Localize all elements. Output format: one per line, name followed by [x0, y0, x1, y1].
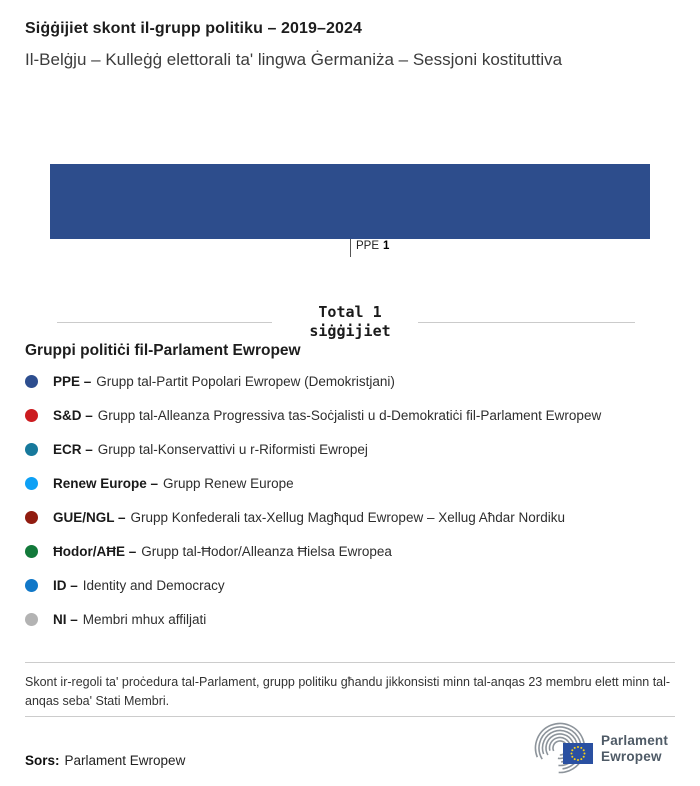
legend-name: ECR – — [53, 442, 93, 457]
legend-item-id — [25, 577, 225, 594]
legend-item-greens — [25, 543, 392, 560]
page-title: Siġġijiet skont il-grupp politiku – 2019–2024 — [25, 20, 363, 37]
guengl-color-dot — [25, 511, 38, 524]
hemicycle-eu-flag-icon — [528, 722, 598, 774]
sd-color-dot — [25, 409, 38, 422]
bar-label-name: PPE — [356, 240, 380, 252]
bar-tick — [350, 239, 351, 257]
total-divider-left — [57, 322, 272, 323]
legend-item-sd — [25, 407, 601, 424]
bar-label-ppe — [356, 240, 389, 252]
logo-line2: Ewropew — [601, 749, 662, 764]
legend-heading: Gruppi politiċi fil-Parlament Ewropew — [25, 342, 301, 359]
source-value: Parlament Ewropew — [64, 753, 186, 768]
legend-desc: Identity and Democracy — [82, 578, 225, 593]
ecr-color-dot — [25, 443, 38, 456]
legend-desc: Grupp tal-Ħodor/Alleanza Ħielsa Ewropea — [141, 544, 392, 559]
legend-desc: Membri mhux affiljati — [82, 612, 207, 627]
page-subtitle: Il-Belġju – Kulleġġ elettorali ta' lingwa Ġermaniża – Sessjoni kostituttiva — [25, 50, 563, 69]
total-label — [250, 303, 450, 341]
total-line1: Total 1 — [318, 303, 382, 321]
legend-name: ID – — [53, 578, 78, 593]
bar-segment-ppe — [50, 164, 650, 239]
ni-color-dot — [25, 613, 38, 626]
logo-wordmark — [601, 733, 668, 765]
source-line — [25, 753, 185, 768]
legend-item-guengl — [25, 509, 565, 526]
footer-divider-bottom — [25, 716, 675, 717]
legend-item-renew — [25, 475, 294, 492]
legend-name: Ħodor/AĦE – — [53, 544, 137, 559]
renew-color-dot — [25, 477, 38, 490]
legend-name: NI – — [53, 612, 78, 627]
legend-name: PPE – — [53, 374, 92, 389]
legend-desc: Grupp tal-Alleanza Progressiva tas-Soċjalisti u d-Demokratiċi fil-Parlament Ewropew — [97, 408, 602, 423]
footnote: Skont ir-regoli ta' proċedura tal-Parlament, grupp politiku għandu jikkonsisti minn tal-anqas 23 membru elett minn tal-anqas seba' Stati Membri. — [25, 675, 671, 708]
bar-label-value: 1 — [383, 240, 390, 252]
legend-name: S&D – — [53, 408, 93, 423]
source-label: Sors: — [25, 753, 60, 768]
logo-line1: Parlament — [601, 733, 669, 748]
legend-desc: Grupp Renew Europe — [163, 476, 294, 491]
total-line2: siġġijiet — [309, 322, 391, 340]
id-color-dot — [25, 579, 38, 592]
legend-desc: Grupp tal-Konservattivi u r-Riformisti Ewropej — [97, 442, 368, 457]
legend-name: Renew Europe – — [53, 476, 159, 491]
total-divider-right — [418, 322, 635, 323]
ppe-color-dot — [25, 375, 38, 388]
legend-item-ppe — [25, 373, 395, 390]
legend-desc: Grupp Konfederali tax-Xellug Magħqud Ewropew – Xellug Aħdar Nordiku — [130, 510, 566, 525]
legend-desc: Grupp tal-Partit Popolari Ewropew (Demokristjani) — [96, 374, 395, 389]
footer-divider-top — [25, 662, 675, 663]
legend-item-ecr — [25, 441, 368, 458]
legend-name: GUE/NGL – — [53, 510, 126, 525]
european-parliament-logo — [528, 722, 678, 774]
greens-color-dot — [25, 545, 38, 558]
legend-item-ni — [25, 611, 206, 628]
